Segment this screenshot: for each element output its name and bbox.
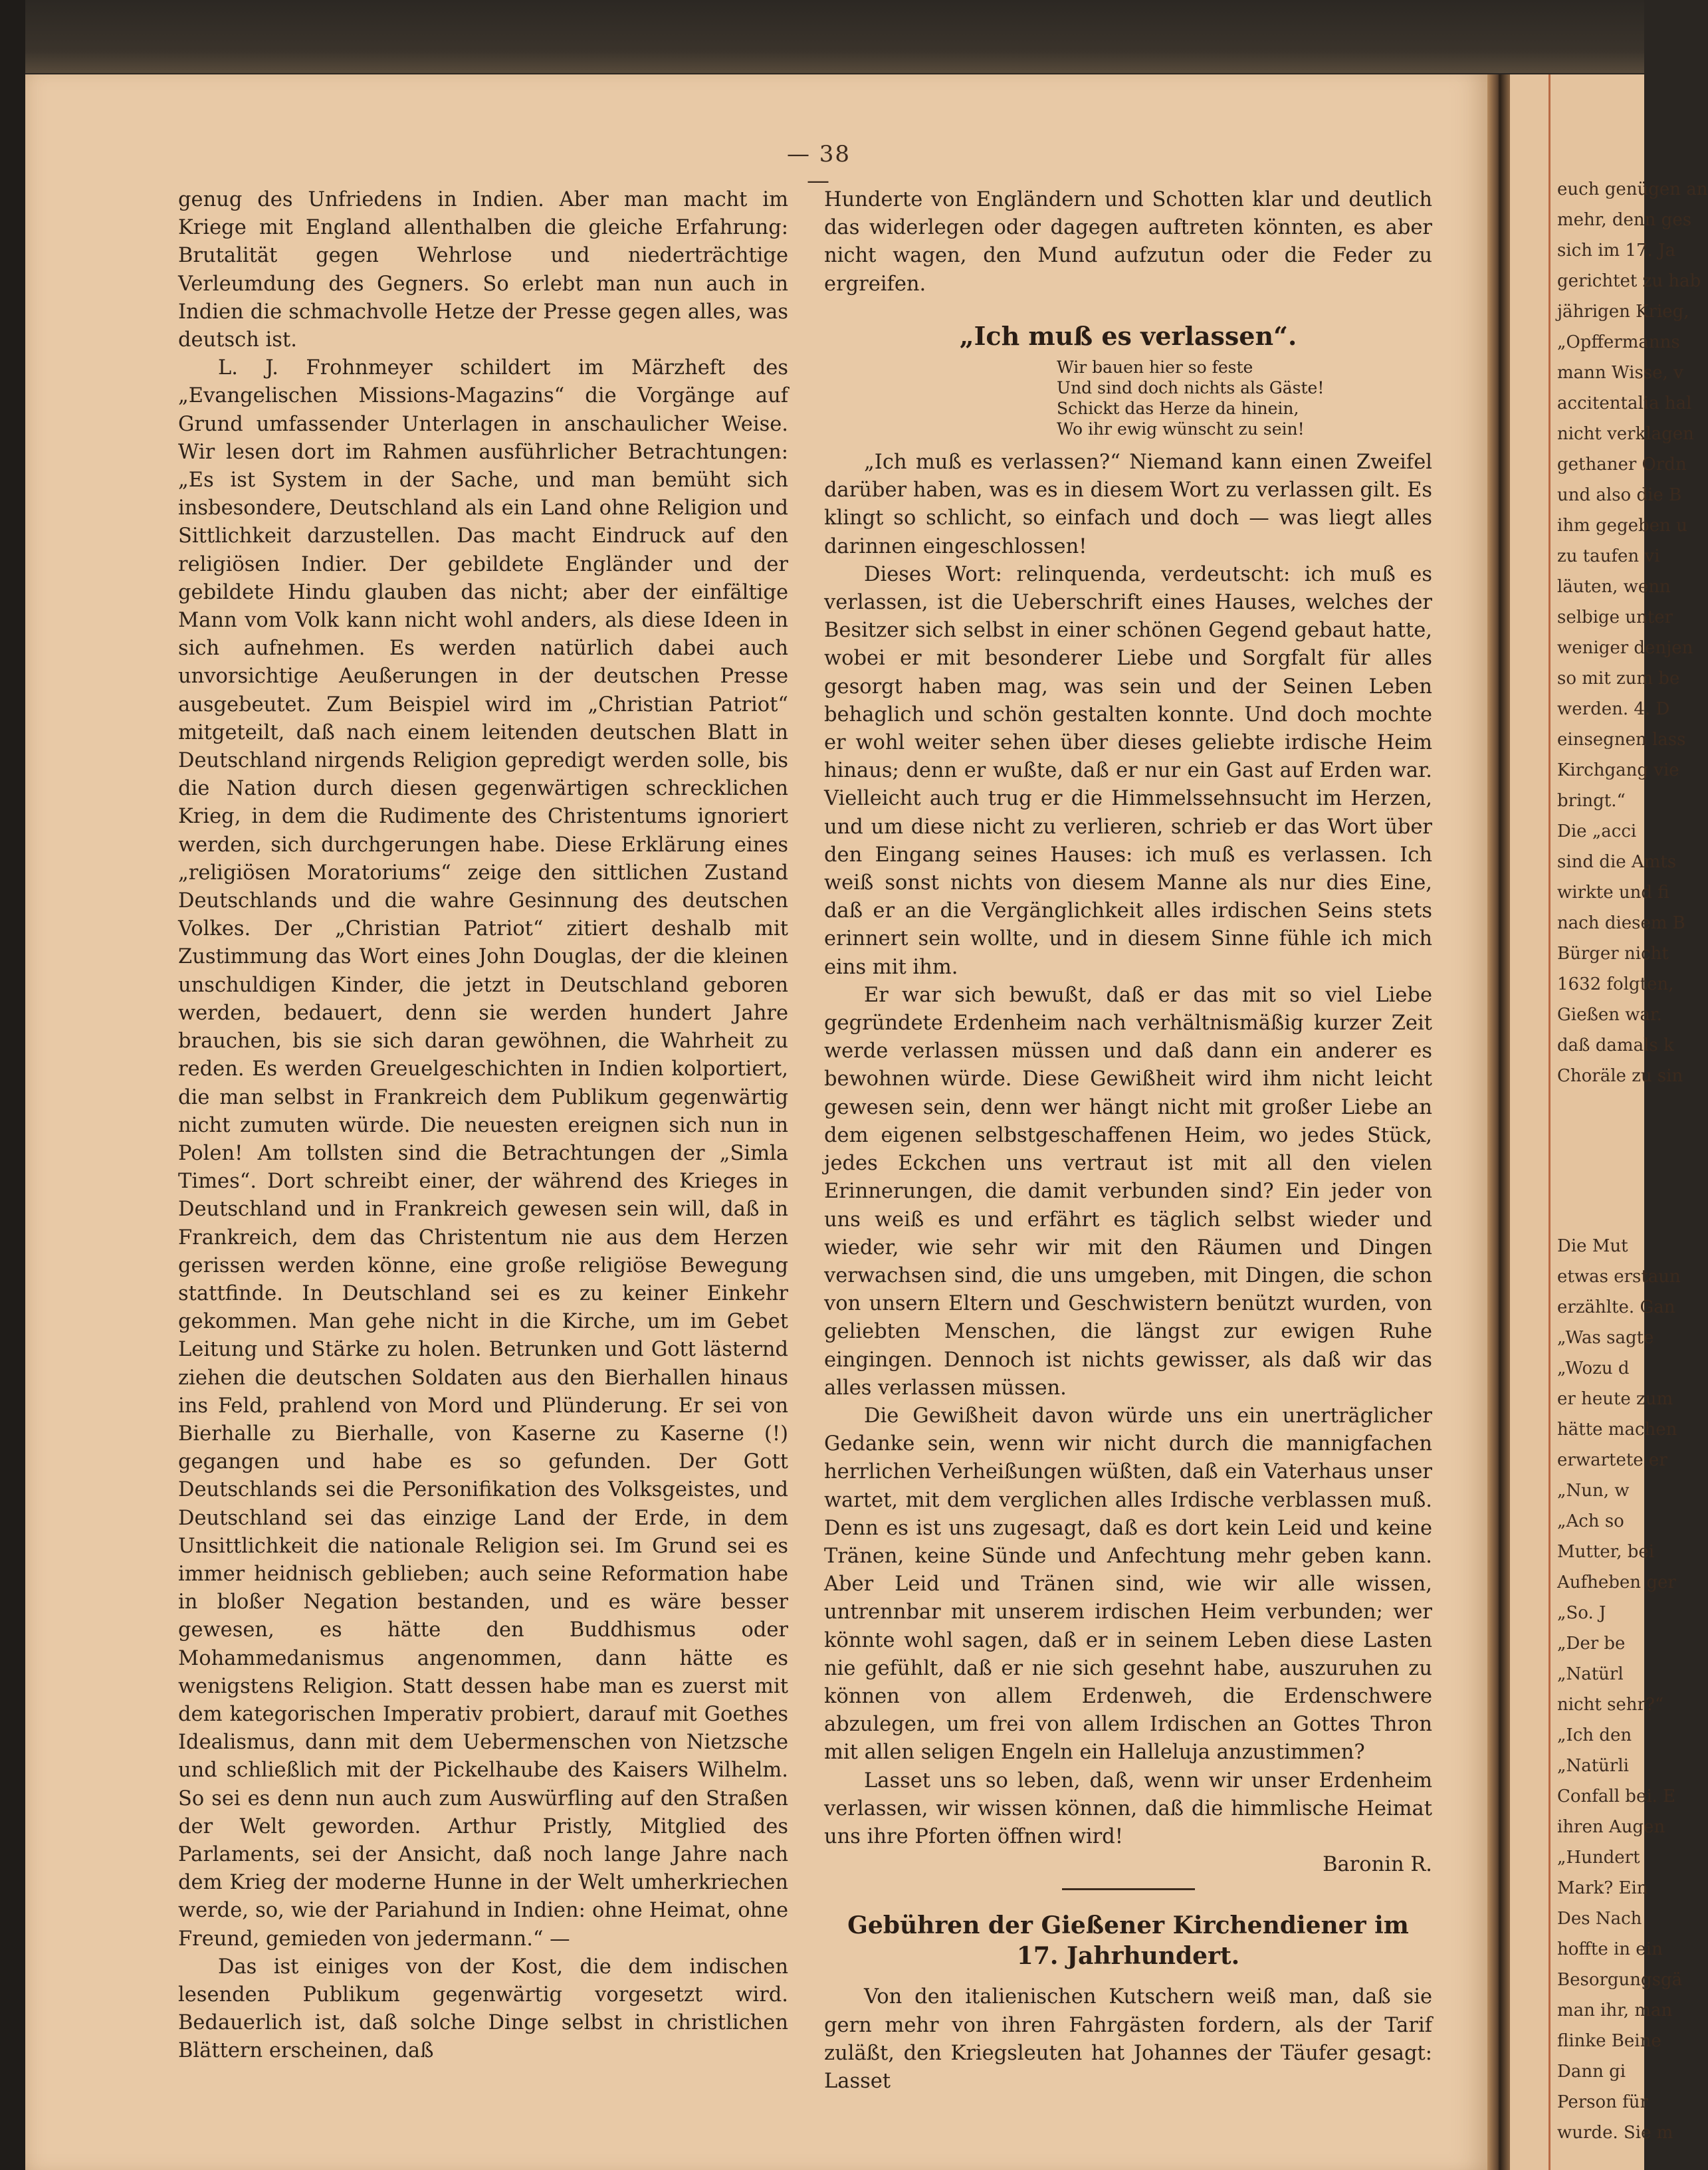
next-page-line: Choräle zu sin: [1557, 1066, 1683, 1086]
next-page-line: „Natürl: [1557, 1664, 1624, 1684]
next-page-line: er heute zum: [1557, 1389, 1673, 1409]
scan-background-left: [0, 0, 25, 2170]
next-page-line: erzählte. Gan: [1557, 1297, 1675, 1317]
next-page-line: Mutter, bei: [1557, 1542, 1655, 1562]
next-page-column: [1548, 74, 1708, 2170]
next-page-line: nicht sehr?“: [1557, 1695, 1664, 1715]
next-page-line: gethaner Ordn: [1557, 455, 1687, 475]
section-divider: [1062, 1888, 1195, 1890]
left-paragraph: genug des Unfriedens in Indien. Aber man macht im Kriege mit England allenthalben die gleiche Erfahrung: Brutalität gegen Wehrlose und niederträchtige Verleumdung des Gegners. So erlebt man nun auch in Indien die schmachvolle Hetze der Presse gegen alles, was deutsch ist.: [178, 188, 788, 352]
next-page-line: hätte machen: [1557, 1420, 1677, 1440]
next-page-line: wurde. Sie m: [1557, 2123, 1673, 2143]
next-page-line: hoffte in ein: [1557, 1939, 1663, 1959]
next-page-line: „Natürli: [1557, 1756, 1629, 1776]
next-page-line: accitentalia hal: [1557, 393, 1692, 413]
next-page-line: „Ich den: [1557, 1725, 1632, 1745]
next-page-line: flinke Beine: [1557, 2031, 1661, 2051]
next-page-line: „Hundert: [1557, 1848, 1640, 1868]
next-page-line: euch genügen an: [1557, 179, 1708, 199]
motto-line: Wo ihr ewig wünscht zu sein!: [1057, 419, 1305, 439]
article-paragraph: Die Gewißheit davon würde uns ein unerträglicher Gedanke sein, wenn wir nicht durch die mannigfachen herrlichen Verheißungen wüßten, daß ein Vaterhaus unser wartet, mit dem verglichen alles Irdische verblassen muß. Denn es ist uns zugesagt, daß es dort kein Leid und keine Tränen, keine Sünde und Anfechtung mehr geben kann. Aber Leid und Tränen sind, wie wir alle wissen, untrennbar mit unserem irdischen Heim verbunden; wer könnte wohl sagen, daß er in seinem Leben diese Lasten nie gefühlt, daß er nie sich gesehnt habe, auszuruhen zu können von allem Erdenweh, die Erdenschwere abzulegen, um frei von allem Irdischen an Gottes Thron mit allen seligen Engeln ein Halleluja anzustimmen?: [824, 1404, 1432, 1765]
scan-background-top: [0, 0, 1644, 73]
left-paragraph: Das ist einiges von der Kost, die dem indischen lesenden Publikum gegenwärtig vorgesetzt wird. Bedauerlich ist, daß solche Dinge selbst in christlichen Blättern erscheinen, daß: [178, 1955, 788, 2063]
right-column: [824, 186, 1432, 2096]
next-page-line: jährigen Krieg,: [1557, 302, 1689, 322]
next-page-line: mann Wisse, v: [1557, 363, 1683, 383]
next-page-line: Aufheben ger: [1557, 1573, 1676, 1592]
next-page-line: gerichtet zu hab: [1557, 271, 1701, 291]
next-page-lines-top: [1550, 174, 1708, 1091]
next-page-line: wirkte und fi: [1557, 883, 1669, 903]
article-paragraph: Dieses Wort: relinquenda, verdeutscht: ich muß es verlassen, ist die Ueberschrift eines Hauses, welches der Besitzer sich selbst in einer schönen Gegend gebaut hatte, wobei er mit besonderer Liebe und Sorgfalt für alles gesorgt haben mag, was sein und der Seinen Leben behaglich und schön gestalten konnte. Und doch mochte er wohl weiter sehen über dieses geliebte irdische Heim hinaus; denn er wußte, daß er nur ein Gast auf Erden war. Vielleicht auch trug er die Himmelssehnsucht im Herzen, und um diese nicht zu verlieren, schrieb er das Wort über den Eingang seines Hauses: ich muß es verlassen. Ich weiß sonst nichts von diesem Manne als nur dies Eine, daß er an die Vergänglichkeit alles irdischen Seins stets erinnert sein wollte, und in diesem Sinne fühle ich mich eins mit ihm.: [824, 562, 1432, 979]
motto-line: Und sind doch nichts als Gäste!: [1057, 378, 1325, 398]
next-page-line: Die „acci: [1557, 821, 1637, 841]
next-page-line: nicht verklagen: [1557, 424, 1694, 444]
next-page-line: einsegnen lass: [1557, 730, 1686, 750]
next-page-line: daß damals k: [1557, 1035, 1674, 1055]
next-page-fragment: [1510, 74, 1708, 2170]
next-page-line: „Wozu d: [1557, 1358, 1630, 1378]
next-page-line: ihm gegeben u: [1557, 516, 1687, 536]
next-page-line: Mark? Ein: [1557, 1878, 1648, 1898]
next-page-line: „Nun, w: [1557, 1481, 1630, 1501]
article-paragraph: „Ich muß es verlassen?“ Niemand kann einen Zweifel darüber haben, was es in diesem Wort zu verlassen gilt. Es klingt so schlicht, so einfach und doch — was liegt alles darinnen eingeschlossen!: [824, 451, 1432, 558]
second-article-title: Gebühren der Gießener Kirchendiener im 17. Jahrhundert.: [847, 1911, 1409, 1971]
next-page-line: erwartete er: [1557, 1450, 1667, 1470]
next-page-line: zu taufen vi: [1557, 546, 1660, 566]
article-signature: Baronin R.: [1323, 1853, 1432, 1877]
next-page-line: selbige unter: [1557, 607, 1673, 627]
page-number: — 38 —: [786, 141, 851, 194]
article-title: „Ich muß es verlassen“.: [959, 320, 1297, 351]
book-gutter: [1487, 74, 1510, 2170]
next-page-line: Bürger nicht: [1557, 944, 1669, 964]
next-page-line: „Der be: [1557, 1634, 1626, 1654]
next-page-line: so mit zum be: [1557, 669, 1680, 689]
article-paragraph: Er war sich bewußt, daß er das mit so viel Liebe gegründete Erdenheim nach verhältnismäßig kurzer Zeit werde verlassen müssen und daß dann ein anderer es bewohnen würde. Diese Gewißheit wird ihm nicht leicht gewesen sein, denn wer hängt nicht mit großer Liebe an dem eigenen selbstgeschaffenen Heim, wo jedes Stück, jedes Eckchen uns vertraut ist mit all den vielen Erinnerungen, die damit verbunden sind? Ein jeder von uns weiß es und erfährt es täglich selbst wieder und wieder, wie sehr wir mit den Räumen und Dingen verwachsen sind, die uns umgeben, mit Dingen, die schon von unsern Eltern und Geschwistern benützt wurden, von geliebten Menschen, die längst zur ewigen Ruhe eingingen. Dennoch ist nichts gewisser, als daß wir das alles verlassen müssen.: [824, 983, 1432, 1400]
next-page-line: Gießen war.: [1557, 1005, 1662, 1025]
next-page-line: läuten, wenn: [1557, 577, 1671, 597]
motto-verse: [824, 357, 1432, 439]
next-page-line: „Was sagte: [1557, 1328, 1654, 1348]
next-page-line: und also die B: [1557, 485, 1682, 505]
next-page-line: sich im 17. Ja: [1557, 241, 1676, 261]
next-page-line: Person für: [1557, 2092, 1648, 2112]
motto-line: Schickt das Herze da hinein,: [1057, 399, 1299, 419]
next-page-line: nach diesem B: [1557, 913, 1685, 933]
next-page-line: „So. J: [1557, 1603, 1606, 1623]
next-page-line: Kirchgang vie: [1557, 760, 1679, 780]
next-page-line: bringt.“: [1557, 791, 1626, 811]
next-page-line: „Ach so: [1557, 1511, 1624, 1531]
second-article-paragraph: Von den italienischen Kutschern weiß man, daß sie gern mehr von ihren Fahrgästen fordern, als der Tarif zuläßt, den Kriegsleuten hat Johannes der Täufer gesagt: Lasset: [824, 1985, 1432, 2093]
article-paragraph: Lasset uns so leben, daß, wenn wir unser Erdenheim verlassen, wir wissen können, daß die himmlische Heimat uns ihre Pforten öffnen wird!: [824, 1769, 1432, 1848]
next-page-line: Confall bei. E: [1557, 1787, 1676, 1806]
next-page-line: Die Mut: [1557, 1236, 1628, 1256]
next-page-line: etwas erstaun: [1557, 1267, 1681, 1287]
next-page-line: man ihr, man: [1557, 2001, 1673, 2020]
next-page-line: Des Nach: [1557, 1909, 1642, 1929]
left-paragraph: L. J. Frohnmeyer schildert im Märzheft des „Evangelischen Missions-Magazins“ die Vorgänge auf Grund umfassender Unterlagen in anschaulicher Weise. Wir lesen dort im Rahmen ausführlicher Betrachtungen: „Es ist System in der Sache, und man bemüht sich insbesondere, Deutschland als ein Land ohne Religion und Sittlichkeit darzustellen. Das macht Eindruck auf den religiösen Indier. Der gebildete Engländer und der gebildete Hindu glauben das nicht; aber der einfältige Mann vom Volk kann nicht wohl anders, als diese Ideen in sich aufnehmen. Es werden natürlich dabei auch unvorsichtige Aeußerungen in der deutschen Presse ausgebeutet. Zum Beispiel wird im „Christian Patriot“ mitgeteilt, daß nach einem leitenden deutschen Blatt in Deutschland nirgends Religion gepredigt werden solle, bis die Nation durch diesen gegenwärtigen schrecklichen Krieg, in dem die Rudimente des Christentums ignoriert werden, sich durchgerungen habe. Diese Erklärung eines „religiösen Moratoriums“ zeige den sittlichen Zustand Deutschlands und die wahre Gesinnung des deutschen Volkes. Der „Christian Patriot“ zitiert deshalb mit Zustimmung das Wort eines John Douglas, der die kleinen unschuldigen Kinder, die jetzt in Deutschland geboren werden, bedauert, denn sie werden hundert Jahre brauchen, bis sie sich daran gewöhnen, die Wahrheit zu reden. Es werden Greuelgeschichten in Indien kolportiert, die man selbst in Frankreich dem Publikum gegenwärtig nicht zumuten würde. Die neuesten ereignen sich nun in Polen! Am tollsten sind die Betrachtungen der „Simla Times“. Dort schreibt einer, der während des Krieges in Deutschland und in Frankreich gewesen sein will, daß in Frankreich, dem das Christentum nie aus dem Herzen gerissen werden könne, eine große religiöse Bewegung stattfinde. In Deutschland sei es zu keiner Einkehr gekommen. Man gehe nicht in die Kirche, um im Gebet Leitung und Stärke zu holen. Betrunken und Gott lästernd ziehen die deutschen Soldaten aus den Bierhallen hinaus ins Feld, prahlend von Mord und Plünderung. Er sei von Bierhalle zu Bierhalle, von Kaserne zu Kaserne (!) gegangen und habe es so gefunden. Der Gott Deutschlands sei die Personifikation des Volksgeistes, und Deutschland sei das einzige Land der Erde, in dem Unsittlichkeit die nationale Religion sei. Im Grund sei es immer heidnisch geblieben; auch seine Reformation habe in bloßer Negation bestanden, und es wäre besser gewesen, es hätte den Buddhismus oder Mohammedanismus angenommen, dann hätte es wenigstens Religion. Statt dessen habe man es zuerst mit dem kategorischen Imperativ probiert, darauf mit Goethes Idealismus, dann mit dem Uebermenschen von Nietzsche und schließlich mit der Pickelhaube des Kaisers Wilhelm. So sei es denn nun auch zum Auswürfling auf den Straßen der Welt geworden. Arthur Pristly, Mitglied des Parlaments, sei der Ansicht, daß noch lange Jahre nach dem Krieg der moderne Hunne in der Welt umherkriechen werde, so, wie der Pariahund in Indien: ohne Heimat, ohne Freund, gemieden von jedermann.“ —: [178, 356, 788, 1951]
motto-line: Wir bauen hier so feste: [1057, 358, 1253, 378]
next-page-line: weniger denjen: [1557, 638, 1693, 658]
next-page-line: sind die Amts: [1557, 852, 1677, 872]
left-column: [178, 186, 788, 2066]
next-page-line: Besorgungsgä: [1557, 1970, 1683, 1990]
next-page-line: ihren Augen: [1557, 1817, 1665, 1837]
next-page-line: mehr, denn ges: [1557, 210, 1692, 230]
next-page-lines-bottom: [1550, 1231, 1682, 2148]
next-page-line: werden. 4. D: [1557, 699, 1670, 719]
next-page-line: 1632 folgten,: [1557, 974, 1674, 994]
next-page-line: „Opffermanns: [1557, 332, 1680, 352]
right-intro-paragraph: Hunderte von Engländern und Schotten klar und deutlich das widerlegen oder dagegen auftreten könnten, es aber nicht wagen, den Mund aufzutun oder die Feder zu ergreifen.: [824, 188, 1432, 296]
next-page-line: Dann gi: [1557, 2062, 1626, 2082]
